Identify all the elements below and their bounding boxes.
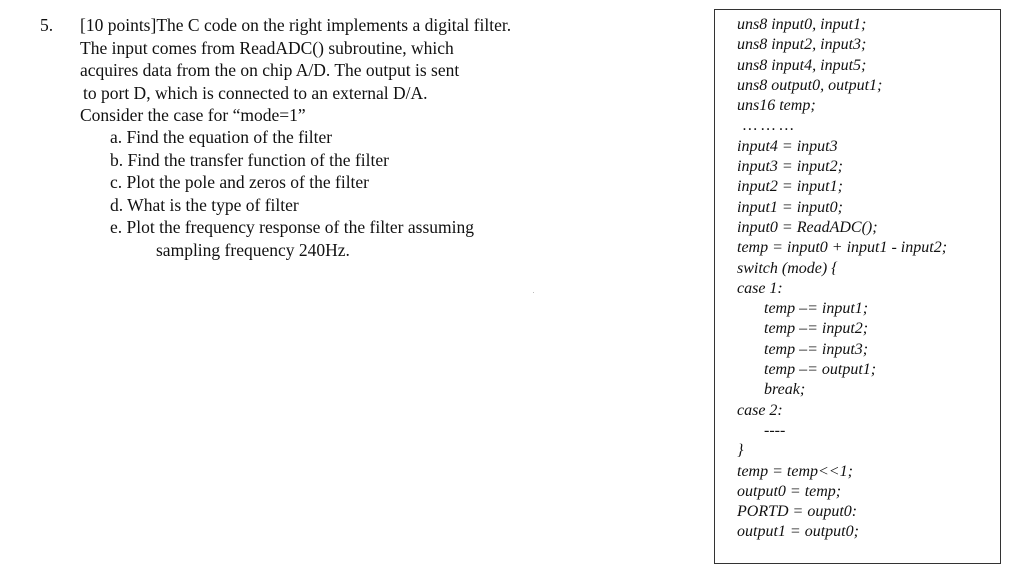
code-line: uns8 input2, input3; bbox=[737, 36, 867, 54]
code-line: case 2: bbox=[737, 401, 783, 419]
code-line: temp –= input3; bbox=[764, 340, 869, 358]
code-line: case 1: bbox=[737, 279, 783, 297]
scan-speck bbox=[533, 292, 534, 293]
question-line: to port D, which is connected to an external D/A. bbox=[83, 82, 428, 103]
part-c: c. Plot the pole and zeros of the filter bbox=[110, 172, 370, 193]
code-line: temp –= output1; bbox=[764, 361, 877, 379]
question-line: acquires data from the on chip A/D. The output is sent bbox=[80, 60, 460, 81]
code-line: temp = temp<<1; bbox=[737, 462, 853, 480]
code-line: uns8 input4, input5; bbox=[737, 56, 867, 74]
code-line: temp –= input2; bbox=[764, 320, 869, 338]
question-parts bbox=[110, 126, 590, 262]
question-number: 5. bbox=[40, 15, 54, 35]
code-line: … … … bbox=[743, 117, 794, 135]
code-line: output1 = output0; bbox=[737, 523, 859, 541]
code-line: input0 = ReadADC(); bbox=[737, 218, 878, 236]
code-line: uns8 output0, output1; bbox=[737, 76, 883, 94]
part-a: a. Find the equation of the filter bbox=[110, 127, 333, 147]
code-line: break; bbox=[764, 381, 806, 399]
part-d: d. What is the type of filter bbox=[110, 194, 299, 215]
code-line: output0 = temp; bbox=[737, 482, 842, 500]
code-line: temp –= input1; bbox=[764, 300, 869, 318]
question-text bbox=[80, 14, 600, 127]
code-line: input2 = input1; bbox=[737, 178, 843, 196]
code-line: uns8 input0, input1; bbox=[737, 16, 867, 33]
part-b: b. Find the transfer function of the filter bbox=[110, 149, 389, 170]
code-line: temp = input0 + input1 - input2; bbox=[737, 239, 948, 257]
code-line: input3 = input2; bbox=[737, 158, 843, 176]
question-line: [10 points]The C code on the right implements a digital filter. bbox=[80, 15, 512, 35]
part-e: e. Plot the frequency response of the filter assuming bbox=[110, 217, 474, 238]
code-line: ---- bbox=[764, 421, 786, 439]
part-e-continuation: sampling frequency 240Hz. bbox=[156, 239, 350, 260]
code-listing-box bbox=[714, 9, 1001, 564]
code-line: PORTD = ouput0: bbox=[737, 503, 858, 521]
code-listing bbox=[737, 15, 947, 543]
question-line: Consider the case for “mode=1” bbox=[80, 105, 306, 126]
code-line: } bbox=[737, 442, 744, 460]
code-line: input4 = input3 bbox=[737, 137, 838, 155]
question-line: The input comes from ReadADC() subroutine, which bbox=[80, 37, 454, 58]
code-line: uns16 temp; bbox=[737, 97, 816, 115]
code-line: input1 = input0; bbox=[737, 198, 843, 216]
code-line: switch (mode) { bbox=[737, 259, 838, 277]
